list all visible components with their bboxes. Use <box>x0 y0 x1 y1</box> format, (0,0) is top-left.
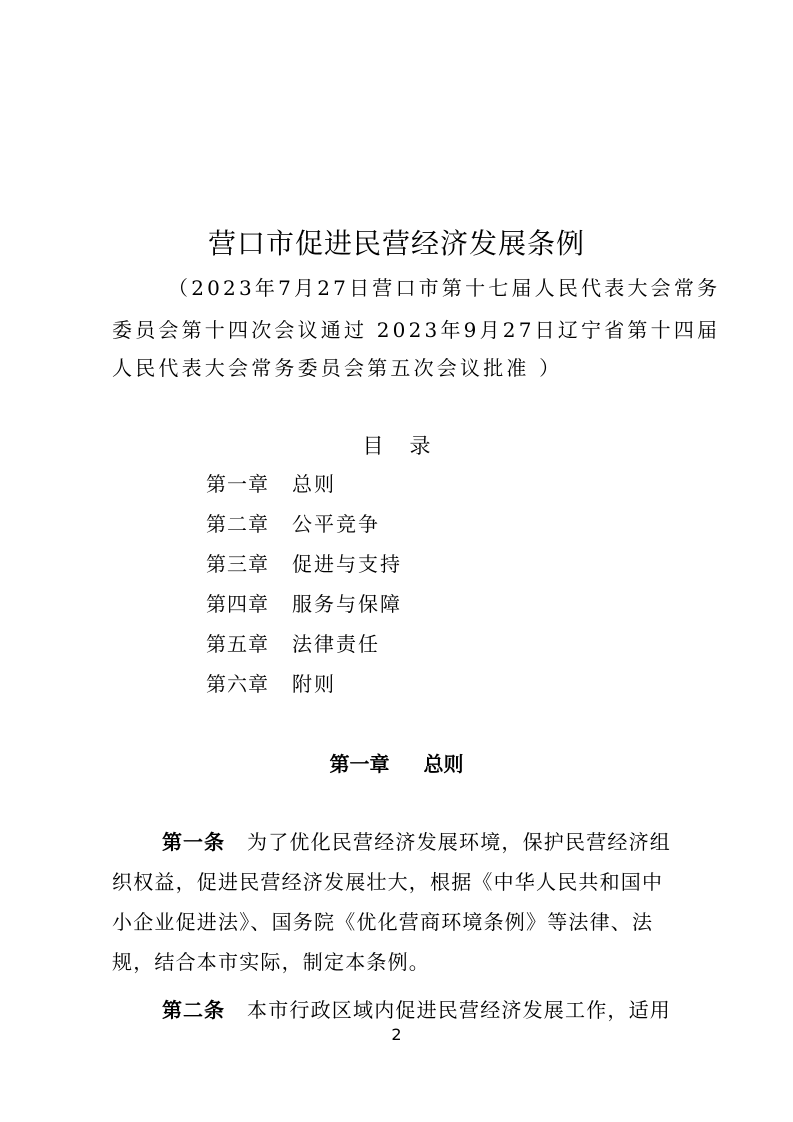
subtitle-line-3: 人民代表大会常务委员会第五次会议批准 ） <box>112 356 563 380</box>
toc-chapter-number: 第三章 <box>206 552 269 576</box>
document-title: 营口市促进民营经济发展条例 <box>207 227 585 260</box>
toc-heading-right: 录 <box>409 434 431 458</box>
table-of-contents <box>206 470 402 710</box>
toc-chapter-name: 促进与支持 <box>292 552 402 576</box>
article-line: 织权益，促进民营经济发展壮大，根据《中华人民共和国中 <box>112 870 664 894</box>
toc-item <box>206 470 402 510</box>
toc-chapter-number: 第四章 <box>206 592 269 616</box>
toc-chapter-number: 第六章 <box>206 672 269 696</box>
toc-heading-left: 目 <box>362 434 384 458</box>
article-label: 第二条 <box>162 998 225 1022</box>
page-number: 2 <box>391 1025 402 1044</box>
toc-heading <box>0 430 793 460</box>
toc-chapter-name: 附则 <box>292 672 336 696</box>
toc-chapter-number: 第五章 <box>206 632 269 656</box>
chapter-heading-number: 第一章 <box>329 752 390 776</box>
toc-chapter-name: 公平竞争 <box>292 512 380 536</box>
article-line: 为了优化民营经济发展环境，保护民营经济组 <box>247 830 671 854</box>
toc-chapter-name: 服务与保障 <box>292 592 402 616</box>
subtitle-line-2: 委员会第十四次会议通过 2023年9月27日辽宁省第十四届 <box>112 318 721 342</box>
article-2 <box>112 990 682 1030</box>
toc-item <box>206 670 402 710</box>
chapter-heading-name: 总则 <box>423 752 464 776</box>
article-line: 小企业促进法》、国务院《优化营商环境条例》等法律、法 <box>112 910 654 934</box>
toc-chapter-number: 第一章 <box>206 472 269 496</box>
toc-chapter-name: 总则 <box>292 472 336 496</box>
chapter-heading <box>0 748 793 777</box>
article-label: 第一条 <box>162 830 225 854</box>
toc-item <box>206 590 402 630</box>
toc-item <box>206 630 402 670</box>
subtitle-line-1: （2023年7月27日营口市第十七届人民代表大会常务 <box>168 276 721 300</box>
toc-item <box>206 510 402 550</box>
article-1 <box>112 822 682 982</box>
article-line: 规，结合本市实际，制定本条例。 <box>112 950 430 974</box>
article-line: 本市行政区域内促进民营经济发展工作，适用 <box>247 998 671 1022</box>
toc-chapter-name: 法律责任 <box>292 632 380 656</box>
toc-item <box>206 550 402 590</box>
toc-chapter-number: 第二章 <box>206 512 269 536</box>
